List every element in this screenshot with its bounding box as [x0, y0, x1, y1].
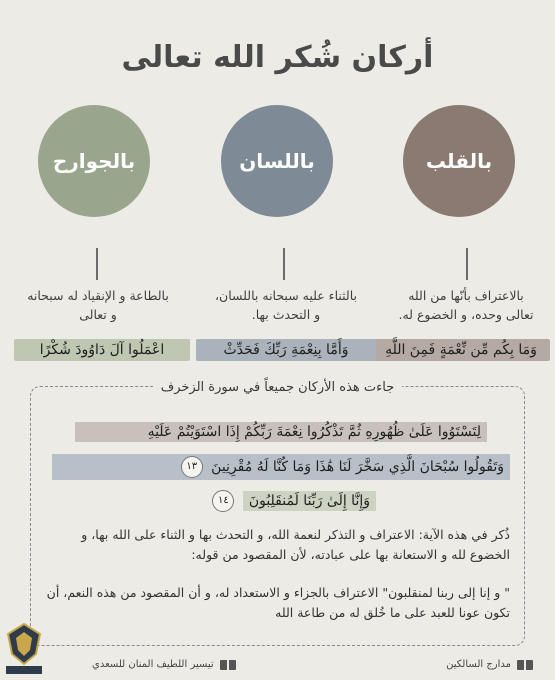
explanation-p1: ذُكر في هذه الآية: الاعتراف و التذكر لنعمة الله، و التحدث بها و الثناء على الله بها، و الخضوع لله و الاستعانة بها على عبادته، لأن المقصود من قوله: [81, 527, 510, 562]
footer-left-text: تيسير اللطيف المنان للسعدي [92, 659, 214, 670]
connector-tongue [283, 248, 285, 280]
book-icon [517, 660, 533, 670]
pillar-limbs-desc: بالطاعة و الإنقياد له سبحانه و تعالى [27, 288, 169, 322]
pillar-tongue-circle [221, 105, 333, 217]
quran-line-2 [52, 454, 510, 480]
book-icon [220, 660, 236, 670]
pillar-heart-label: بالقلب [425, 149, 493, 173]
verse-tongue: وَأَمَّا بِنِعْمَةِ رَبِّكَ فَحَدِّثْ [196, 339, 376, 361]
pillar-tongue-label: باللسان [239, 149, 315, 173]
connector-limbs [96, 248, 98, 280]
page-title: أركان شُكر الله تعالى [121, 40, 434, 75]
footer-source-right [446, 659, 533, 670]
pillar-limbs-label: بالجوارح [52, 149, 136, 173]
explanation-p2: " و إنا إلى ربنا لمنقلبون" الاعتراف بالجزاء و الاستعداد له، و أن المقصود من هذه النعم، أن تكون عونا للعبد على ما خُلق له من طاعة الله [46, 585, 510, 620]
pillar-heart-circle [403, 105, 515, 217]
verse-limbs: اعْمَلُوا آلَ دَاوُودَ شُكْرًا [14, 339, 190, 361]
connector-heart [466, 248, 468, 280]
pillar-tongue-desc: بالثناء عليه سبحانه باللسان، و التحدث بها. [214, 288, 358, 322]
quran-line-1: لِتَسْتَوُوا عَلَىٰ ظُهُورِهِ ثُمَّ تَذْكُرُوا نِعْمَةَ رَبِّكُمْ إِذَا اسْتَوَيْتُمْ عَلَيْهِ [75, 422, 487, 442]
verse-heart: وَمَا بِكُم مِّن نِّعْمَةٍ فَمِنَ اللَّهِ [372, 339, 550, 361]
zukhruf-box-title: جاءت هذه الأركان جميعاً في سورة الزخرف [153, 380, 403, 395]
footer-source-left [92, 659, 236, 670]
ayah-marker-13: ١٣ [181, 456, 203, 478]
pillar-limbs-circle [38, 105, 150, 217]
ayah-marker-14: ١٤ [212, 490, 234, 512]
zukhruf-box-title-wrap [0, 376, 555, 395]
forum-logo [4, 620, 44, 676]
quran-line-3 [180, 488, 382, 514]
pillar-heart-desc: بالاعتراف بأنّها من الله تعالى وحده، و الخضوع له. [398, 288, 534, 322]
quran-line-3-text: وَإِنَّا إِلَىٰ رَبِّنَا لَمُنقَلِبُونَ [243, 491, 376, 511]
footer-right-text: مدارج السالكين [446, 659, 511, 670]
quran-line-2-text: وَتَقُولُوا سُبْحَانَ الَّذِي سَخَّرَ لَنَا هَٰذَا وَمَا كُنَّا لَهُ مُقْرِنِينَ [211, 459, 504, 475]
